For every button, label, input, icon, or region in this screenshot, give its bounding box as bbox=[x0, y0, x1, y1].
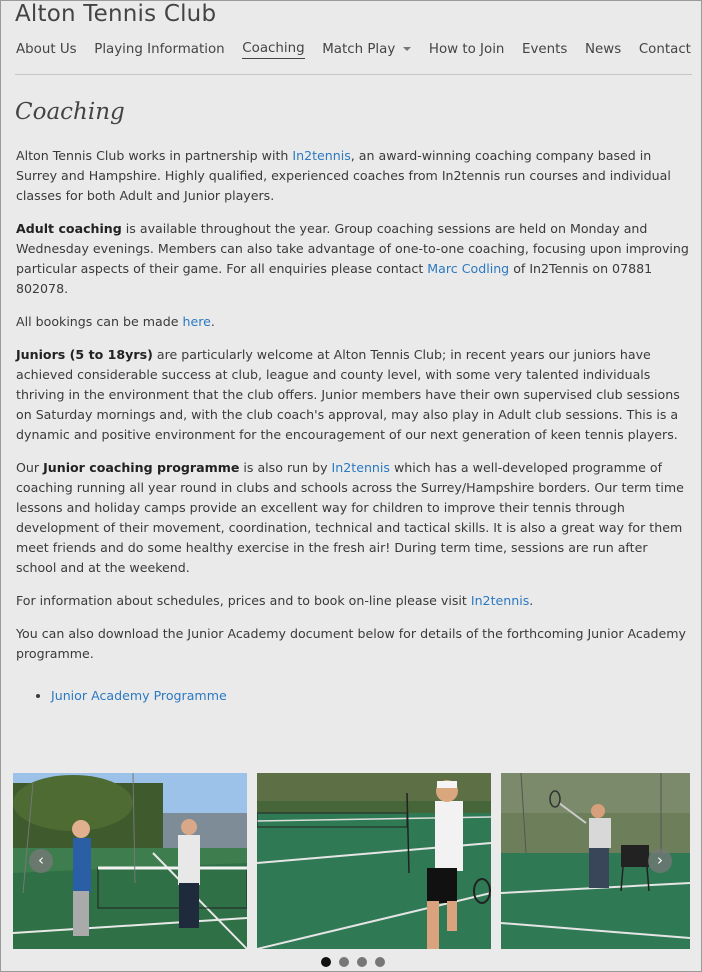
nav-playing-information[interactable]: Playing Information bbox=[94, 41, 225, 57]
text: For information about schedules, prices and to book on-line please visit bbox=[16, 593, 471, 608]
nav-about-us[interactable]: About Us bbox=[16, 41, 77, 57]
text: are particularly welcome at Alton Tennis Club; in recent years our juniors have achieved considerable success at club, league and county level, with some very talented individuals thriving in the environment that the club offers. Junior members have their own supervised club sessions on Saturday mornings and, with the club coach's approval, may also play in Adult club sessions. This is a dynamic and positive environment for the encouragement of our next generation of keen tennis players. bbox=[16, 347, 680, 442]
list-item bbox=[51, 686, 691, 706]
schedules-paragraph bbox=[16, 591, 691, 611]
nav-coaching[interactable]: Coaching bbox=[242, 41, 304, 59]
nav-match-play[interactable] bbox=[322, 42, 411, 59]
text: Alton Tennis Club works in partnership with bbox=[16, 148, 293, 163]
carousel-prev-button[interactable]: ‹ bbox=[29, 849, 53, 873]
carousel-pagination bbox=[321, 957, 385, 967]
nav-match-play-label: Match Play bbox=[322, 41, 396, 57]
chevron-down-icon[interactable] bbox=[403, 47, 411, 51]
marc-codling-link[interactable]: Marc Codling bbox=[427, 261, 510, 276]
nav-how-to-join[interactable]: How to Join bbox=[428, 41, 505, 57]
text: is also run by bbox=[239, 460, 332, 475]
main-nav bbox=[16, 41, 691, 59]
text: . bbox=[210, 314, 215, 329]
nav-events[interactable]: Events bbox=[522, 41, 568, 57]
carousel-dot-4[interactable] bbox=[375, 957, 385, 967]
junior-programme-paragraph bbox=[16, 458, 691, 578]
in2tennis-link[interactable]: In2tennis bbox=[292, 148, 351, 163]
text: Our bbox=[16, 460, 44, 475]
text: . bbox=[529, 593, 534, 608]
article-body bbox=[16, 146, 691, 706]
nav-contact[interactable]: Contact bbox=[638, 41, 691, 57]
text: of In2Tennis on 07881 802078. bbox=[16, 261, 653, 296]
juniors-paragraph bbox=[16, 345, 691, 445]
intro-paragraph bbox=[16, 146, 691, 206]
nav-divider bbox=[15, 74, 692, 75]
juniors-heading: Juniors (5 to 18yrs) bbox=[16, 347, 153, 362]
carousel-dot-2[interactable] bbox=[339, 957, 349, 967]
junior-academy-programme-link[interactable]: Junior Academy Programme bbox=[51, 688, 227, 703]
carousel-dot-1[interactable] bbox=[321, 957, 331, 967]
text: which has a well-developed programme of coaching running all year round in clubs and schools across the Surrey/Hampshire borders. Our term time lessons and holiday camps provide an excellent way for children to improve their tennis through development of their movement, coordination, technical and tactical skills. It is also a great way for them meet friends and do some healthy exercise in the fresh air! During term time, sessions are run after school and at the weekend. bbox=[16, 460, 684, 575]
adult-coaching-paragraph bbox=[16, 219, 691, 299]
carousel-photo-2[interactable] bbox=[257, 773, 491, 949]
adult-coaching-heading: Adult coaching bbox=[16, 221, 122, 236]
nav-news[interactable]: News bbox=[585, 41, 622, 57]
photo-carousel bbox=[13, 773, 690, 949]
bookings-paragraph bbox=[16, 312, 691, 332]
carousel-next-button[interactable]: › bbox=[648, 849, 672, 873]
download-paragraph: You can also download the Junior Academy document below for details of the forthcoming Junior Academy programme. bbox=[16, 626, 687, 661]
documents-list bbox=[16, 686, 691, 706]
carousel-dot-3[interactable] bbox=[357, 957, 367, 967]
text: , an award-winning coaching company based in Surrey and Hampshire. Highly qualified, experienced coaches from In2tennis run courses and individual classes for both Adult and Junior players. bbox=[16, 148, 671, 203]
text: All bookings can be made bbox=[16, 314, 183, 329]
site-title[interactable]: Alton Tennis Club bbox=[15, 1, 217, 27]
in2tennis-link-2[interactable]: In2tennis bbox=[331, 460, 390, 475]
bookings-here-link[interactable]: here bbox=[182, 314, 211, 329]
text: is available throughout the year. Group coaching sessions are held on Monday and Wednesday evenings. Members can also take advantage of one-to-one coaching, focusing upon improving particular aspects of their game. For all enquiries please contact bbox=[16, 221, 689, 276]
junior-programme-heading: Junior coaching programme bbox=[43, 460, 240, 475]
in2tennis-link-3[interactable]: In2tennis bbox=[470, 593, 530, 608]
page-title: Coaching bbox=[15, 99, 125, 125]
